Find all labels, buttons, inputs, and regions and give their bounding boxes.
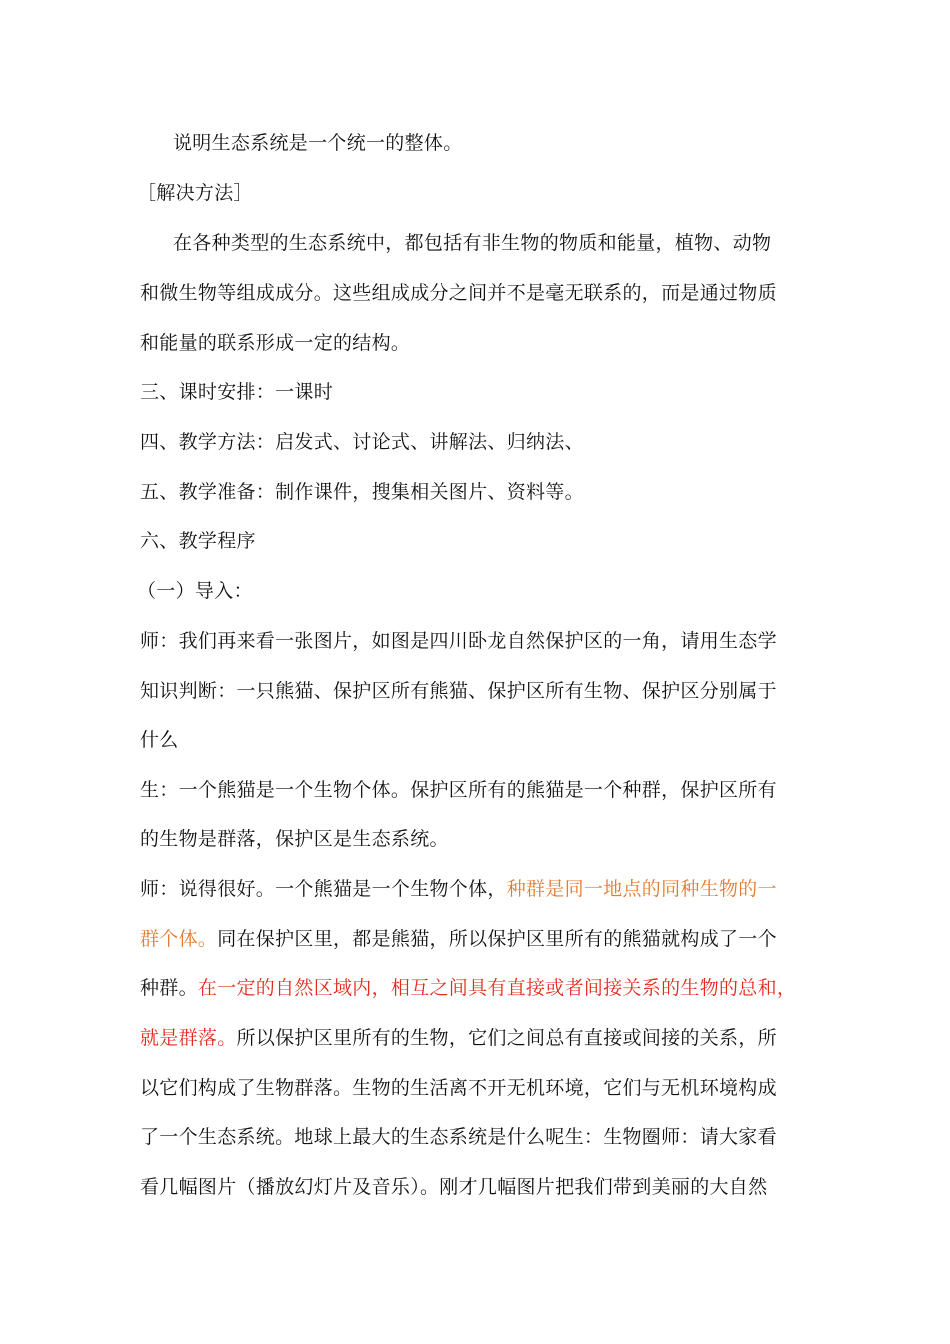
text-line-6 (140, 379, 830, 405)
text-line-14 (140, 777, 830, 803)
line-21-seg-1: 了一个生态系统。地球上最大的生态系统是什么呢生：生物圈师：请大家看 (140, 1126, 777, 1148)
line-16-seg-2-highlight: 种群是同一地点的同种生物的一 (506, 878, 777, 900)
line-1-seg-1: 说明生态系统是一个统一的整体。 (173, 132, 463, 154)
line-11-seg-1: 师：我们再来看一张图片，如图是四川卧龙自然保护区的一角，请用生态学 (140, 630, 777, 652)
text-line-19 (140, 1025, 830, 1051)
text-line-12 (140, 678, 830, 704)
text-line-7 (140, 429, 830, 455)
text-line-3 (173, 230, 863, 256)
text-line-2 (137, 180, 827, 206)
line-2-seg-1: ［解决方法］ (137, 182, 253, 204)
line-7-seg-1: 四、教学方法：启发式、讨论式、讲解法、归纳法、 (140, 431, 584, 453)
text-line-21 (140, 1124, 830, 1150)
line-19-seg-2: 所以保护区里所有的生物，它们之间总有直接或间接的关系，所 (236, 1027, 777, 1049)
line-19-seg-1-highlight: 就是群落。 (140, 1027, 237, 1049)
line-10-seg-1: （一）导入： (137, 580, 253, 602)
text-line-1 (173, 130, 863, 156)
line-15-seg-1: 的生物是群落，保护区是生态系统。 (140, 828, 449, 850)
line-9-seg-1: 六、教学程序 (140, 530, 256, 552)
line-13-seg-1: 什么 (140, 729, 179, 751)
line-8-seg-1: 五、教学准备：制作课件，搜集相关图片、资料等。 (140, 481, 584, 503)
line-4-seg-1: 和微生物等组成成分。这些组成成分之间并不是毫无联系的，而是通过物质 (140, 282, 777, 304)
text-line-10 (137, 578, 827, 604)
line-22-seg-1: 看几幅图片（播放幻灯片及音乐）。刚才几幅图片把我们带到美丽的大自然 (140, 1176, 768, 1198)
text-line-18 (140, 975, 830, 1001)
line-20-seg-1: 以它们构成了生物群落。生物的生活离不开无机环境，它们与无机环境构成 (140, 1077, 777, 1099)
text-line-20 (140, 1075, 830, 1101)
line-17-seg-2: 同在保护区里，都是熊猫，所以保护区里所有的熊猫就构成了一个 (217, 928, 777, 950)
text-line-11 (140, 628, 830, 654)
text-line-13 (140, 727, 830, 753)
line-5-seg-1: 和能量的联系形成一定的结构。 (140, 332, 411, 354)
text-line-9 (140, 528, 830, 554)
text-line-5 (140, 330, 830, 356)
line-16-seg-1: 师：说得很好。一个熊猫是一个生物个体， (140, 878, 507, 900)
line-18-seg-1: 种群。 (140, 977, 198, 999)
line-18-seg-2-highlight: 在一定的自然区域内，相互之间具有直接或者间接关系的生物的总和， (197, 977, 797, 999)
line-17-seg-1-highlight: 群个体。 (140, 928, 218, 950)
text-line-16 (140, 876, 830, 902)
line-6-seg-1: 三、课时安排：一课时 (140, 381, 334, 403)
line-3-seg-1: 在各种类型的生态系统中，都包括有非生物的物质和能量，植物、动物 (173, 232, 772, 254)
text-line-17 (140, 926, 830, 952)
text-line-15 (140, 826, 830, 852)
line-14-seg-1: 生：一个熊猫是一个生物个体。保护区所有的熊猫是一个种群，保护区所有 (140, 779, 777, 801)
text-line-4 (140, 280, 830, 306)
text-line-8 (140, 479, 830, 505)
text-line-22 (140, 1174, 830, 1200)
line-12-seg-1: 知识判断：一只熊猫、保护区所有熊猫、保护区所有生物、保护区分别属于 (140, 680, 777, 702)
